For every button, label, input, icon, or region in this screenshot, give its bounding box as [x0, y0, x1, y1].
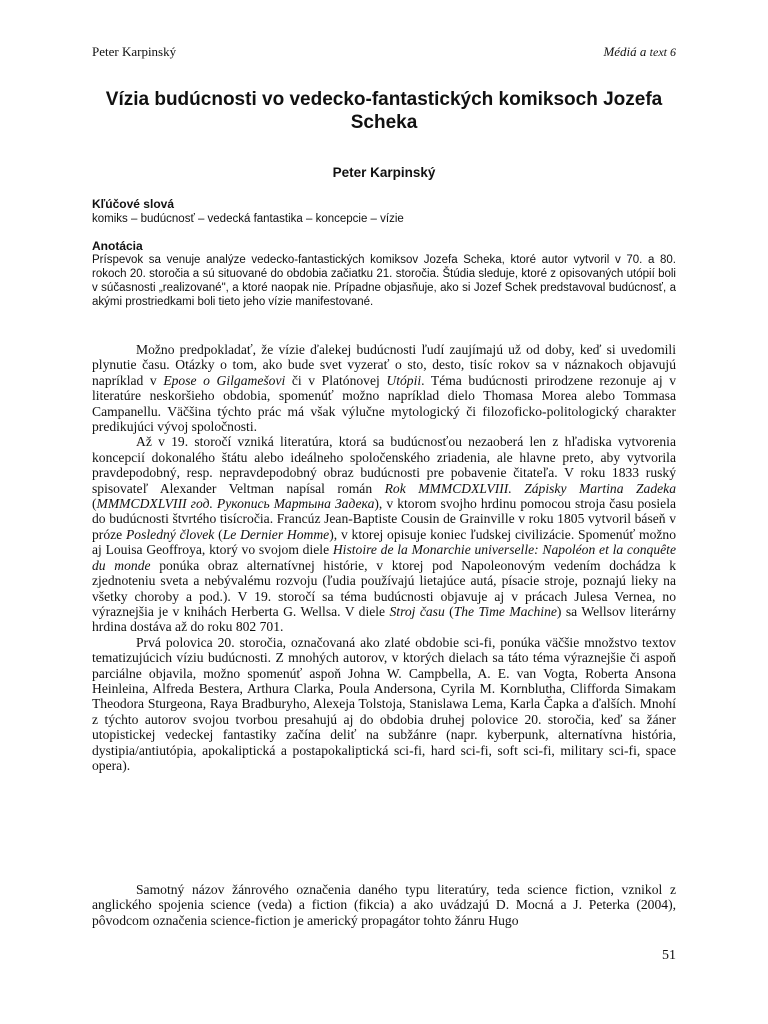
body-section-2 — [92, 882, 676, 928]
body-paragraph-3: Prvá polovica 20. storočia, označovaná ako zlaté obdobie sci-fi, ponúka väčšie množstvo textov tematizujúcich víziu budúcnosti. Z mnohých autorov, v ktorých dielach sa táto téma výraznejšie či aspoň parciálne objavila, možno spomenúť aspoň Johna W. Campbella, A. E. van Vogta, Roberta Ansona Heinleina, Alfreda Bestera, Arthura Clarka, Poula Andersona, Cyrila M. Kornblutha, Clifforda Simakam Theodora Sturgeona, Raya Bradburyho, Alexeja Tolstoja, Stanislawa Lema, Karla Čapka a ďalších. Mnohí z týchto autorov svojou tvorbou presahujú aj do obdobia druhej polovice 20. storočia, keď sa žáner utopistickej vedeckej fantastiky začína deliť na subžánre (napr. kyberpunk, alternatívna história, dystipia/antiutópia, apokaliptická a postapokaliptická sci-fi, hard sci-fi, soft sci-fi, military sci-fi, space opera). — [92, 634, 676, 773]
body-section-1 — [92, 342, 676, 773]
running-head-author: Peter Karpinský — [92, 44, 177, 59]
running-head-journal: Médiá a text 6 — [603, 44, 676, 59]
body-paragraph-4: Samotný názov žánrového označenia daného typu literatúry, teda science fiction, vznikol z anglického spojenia science (veda) a fiction (fikcia) a ako uvádzajú D. Mocná a J. Peterka (2004), pôvodcom označenia science-fiction je americký propagátor tohto žánru Hugo — [92, 882, 676, 928]
article-title: Vízia budúcnosti vo vedecko-fantastických komiksoch Jozefa Scheka — [105, 89, 663, 133]
keywords-heading: Kľúčové slová — [92, 197, 174, 211]
abstract-text: Príspevok sa venuje analýze vedecko-fantastických komiksov Jozefa Scheka, ktoré autor vytvoril v 70. a 80. rokoch 20. storočia a sú situované do obdobia začiatku 21. storočia. Štúdia sleduje, ktoré z opisovaných utópií boli v súčasnosti „realizované", a ktoré naopak nie. Prípadne objasňuje, ako si Jozef Schek predstavoval budúcnosť, a akými prostriedkami boli tieto jeho vízie manifestované. — [92, 254, 676, 308]
abstract-heading: Anotácia — [92, 239, 143, 253]
keywords-text: komiks – budúcnosť – vedecká fantastika – koncepcie – vízie — [92, 213, 404, 225]
body-paragraph-1: Možno predpokladať, že vízie ďalekej budúcnosti ľudí zaujímajú už od doby, keď si uvedomili plynutie času. Otázky o tom, ako bude svet vyzerať o sto, desto, tisíc rokov sa v náznakoch objavujú napríklad v Epose o Gilgamešovi či v Platónovej Utópii. Téma budúcnosti prirodzene rezonuje aj v literatúre neskoršieho obdobia, spomenúť možno napríklad dielo Thomasa Morea alebo Tommasa Campanellu. Väčšina týchto prác má však výlučne mytologický či filozoficko-politologický charakter predikujúci vývoj spoločnosti. — [92, 342, 676, 435]
page-number: 51 — [662, 948, 676, 963]
running-head — [92, 44, 676, 60]
body-paragraph-2: Až v 19. storočí vzniká literatúra, ktorá sa budúcnosťou nezaoberá len z hľadiska vytvorenia koncepcií dokonalého štátu alebo ideálneho spoločenského zriadenia, ale hlavne preto, aby vytvorila pravdepodobný, resp. nepravdepodobný obraz budúcnosti pre pobavenie čitateľa. V roku 1833 ruský spisovateľ Alexander Veltman napísal román Rok MMMCDXLVIII. Zápisky Martina Zadeka (MMMCDXLVIII год. Рукопись Мартына Задека), v ktorom svojho hrdinu pomocou stroja času posiela do budúcnosti štvrtého tisícročia. Francúz Jean-Baptiste Cousin de Grainville v roku 1805 vytvoril báseň v próze Posledný človek (Le Dernier Homme), v ktorej opisuje koniec ľudskej civilizácie. Spomenúť možno aj Louisa Geoffroya, ktorý vo svojom diele Histoire de la Monarchie universelle: Napoléon et la conquête du monde ponúka obraz alternatívnej histórie, v ktorej pod Napoleonovým vedením dochádza k zjednoteniu sveta a nebývalému rozvoju (ľudia používajú lietajúce autá, písacie stroje, poznajú lieky na všetky choroby a pod.). V 19. storočí sa téma budúcnosti objavuje aj v prácach Julesa Vernea, no výraznejšia je v knihách Herberta G. Wellsa. V diele Stroj času (The Time Machine) sa Wellsov literárny hrdina dostáva až do roku 802 701. — [92, 434, 677, 635]
article-author: Peter Karpinský — [332, 165, 436, 180]
